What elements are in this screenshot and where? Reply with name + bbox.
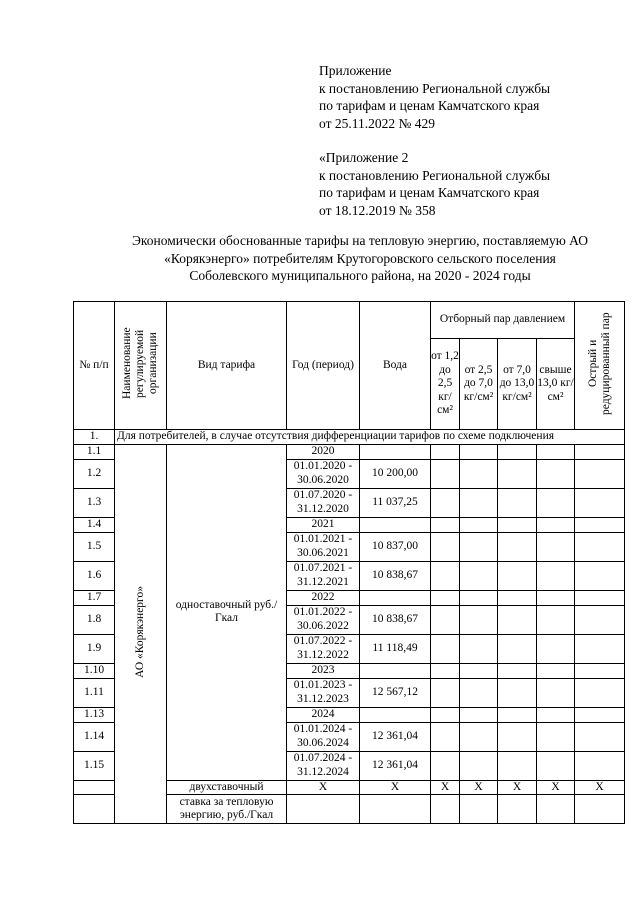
empty-cell xyxy=(431,663,460,678)
empty-cell xyxy=(537,605,575,634)
empty-cell xyxy=(431,459,460,488)
header-org-text: Наименование регулируемой организации xyxy=(121,327,159,400)
empty-cell xyxy=(575,751,625,780)
appendix-line: к постановлению Региональной службы xyxy=(319,80,551,96)
tariff-table xyxy=(73,301,625,824)
single-rate-label: одноставочный руб./Гкал xyxy=(167,444,287,780)
appendix-1-block xyxy=(319,62,550,132)
section-num: 1. xyxy=(74,430,115,445)
appendix-line: Приложение xyxy=(319,63,392,78)
empty-cell xyxy=(537,751,575,780)
empty-cell xyxy=(498,663,537,678)
empty-cell xyxy=(498,532,537,561)
empty-cell xyxy=(537,678,575,707)
x-cell: X xyxy=(287,780,360,795)
empty-cell xyxy=(431,751,460,780)
x-cell: X xyxy=(498,780,537,795)
empty-cell xyxy=(537,707,575,722)
header-sharp xyxy=(575,302,625,430)
row-period: 01.01.2020 - 30.06.2020 xyxy=(287,459,360,488)
row-num: 1.2 xyxy=(74,459,115,488)
empty-cell xyxy=(498,444,537,459)
empty-cell xyxy=(460,722,498,751)
empty-cell xyxy=(360,795,431,824)
empty-cell xyxy=(498,722,537,751)
row-num: 1.1 xyxy=(74,444,115,459)
row-num: 1.6 xyxy=(74,561,115,590)
empty-cell xyxy=(460,795,498,824)
empty-cell xyxy=(575,459,625,488)
document-title xyxy=(60,232,640,285)
org-name-cell xyxy=(115,444,167,824)
row-period: 01.01.2022 - 30.06.2022 xyxy=(287,605,360,634)
x-cell: X xyxy=(360,780,431,795)
empty-cell xyxy=(537,663,575,678)
row-water: 10 837,00 xyxy=(360,532,431,561)
empty-cell xyxy=(431,634,460,663)
empty-cell xyxy=(575,517,625,532)
empty-cell xyxy=(498,678,537,707)
header-org xyxy=(115,302,167,430)
x-cell: X xyxy=(537,780,575,795)
empty-cell xyxy=(537,517,575,532)
empty-cell xyxy=(431,590,460,605)
header-sharp-text: Острый и редуцированный пар xyxy=(586,311,612,415)
section-text: Для потребителей, в случае отсутствия дифференциации тарифов по схеме подключения xyxy=(115,430,625,445)
empty-cell xyxy=(431,444,460,459)
row-num: 1.7 xyxy=(74,590,115,605)
empty-cell xyxy=(575,663,625,678)
row-period: 2022 xyxy=(287,590,360,605)
empty-cell xyxy=(537,459,575,488)
row-period: 01.07.2020 - 31.12.2020 xyxy=(287,488,360,517)
appendix-line: от 18.12.2019 № 358 xyxy=(319,202,436,218)
row-num: 1.14 xyxy=(74,722,115,751)
empty-cell xyxy=(431,722,460,751)
row-num: 1.15 xyxy=(74,751,115,780)
empty-cell xyxy=(460,590,498,605)
header-water: Вода xyxy=(360,302,431,430)
empty-cell xyxy=(575,722,625,751)
empty-cell xyxy=(498,561,537,590)
row-num: 1.8 xyxy=(74,605,115,634)
empty-cell xyxy=(575,488,625,517)
x-cell: X xyxy=(460,780,498,795)
empty-cell xyxy=(575,795,625,824)
row-num xyxy=(74,780,115,795)
empty-cell xyxy=(537,722,575,751)
empty-cell xyxy=(537,795,575,824)
row-water: 12 361,04 xyxy=(360,722,431,751)
row-num: 1.4 xyxy=(74,517,115,532)
empty-cell xyxy=(460,663,498,678)
row-period: 01.07.2022 - 31.12.2022 xyxy=(287,634,360,663)
empty-cell xyxy=(537,561,575,590)
row-num: 1.13 xyxy=(74,707,115,722)
empty-cell xyxy=(537,444,575,459)
header-steam-2: от 2,5 до 7,0 кг/см² xyxy=(460,339,498,430)
two-rate-label: двухставочный xyxy=(167,780,287,795)
empty-cell xyxy=(431,488,460,517)
row-num: 1.9 xyxy=(74,634,115,663)
appendix-line: от 25.11.2022 № 429 xyxy=(319,115,435,131)
empty-cell xyxy=(575,532,625,561)
appendix-line: по тарифам и ценам Камчатского края xyxy=(319,185,540,201)
row-num xyxy=(74,795,115,824)
empty-cell xyxy=(460,678,498,707)
empty-cell xyxy=(498,517,537,532)
empty-cell xyxy=(287,795,360,824)
row-period: 01.01.2023 - 31.12.2023 xyxy=(287,678,360,707)
appendix-line: «Приложение 2 xyxy=(319,150,409,165)
row-water: 12 567,12 xyxy=(360,678,431,707)
row-water: 10 838,67 xyxy=(360,561,431,590)
empty-cell xyxy=(498,751,537,780)
empty-cell xyxy=(460,634,498,663)
row-period: 01.01.2021 - 30.06.2021 xyxy=(287,532,360,561)
empty-cell xyxy=(460,459,498,488)
empty-cell xyxy=(498,605,537,634)
empty-cell xyxy=(431,605,460,634)
appendix-2-block xyxy=(319,149,550,219)
header-num: № п/п xyxy=(74,302,115,430)
row-period: 2023 xyxy=(287,663,360,678)
header-tariff-type: Вид тарифа xyxy=(167,302,287,430)
empty-cell xyxy=(431,532,460,561)
title-line: Соболевского муниципального района, на 2020 - 2024 годы xyxy=(189,268,531,283)
empty-cell xyxy=(575,678,625,707)
empty-cell xyxy=(460,488,498,517)
empty-cell xyxy=(431,517,460,532)
empty-cell xyxy=(460,751,498,780)
row-num: 1.11 xyxy=(74,678,115,707)
empty-cell xyxy=(537,634,575,663)
title-line: Экономически обоснованные тарифы на тепловую энергию, поставляемую АО xyxy=(131,233,588,248)
appendix-line: к постановлению Региональной службы xyxy=(319,167,551,183)
header-steam-1: от 1,2 до 2,5 кг/см² xyxy=(431,339,460,430)
row-water xyxy=(360,707,431,722)
empty-cell xyxy=(575,590,625,605)
empty-cell xyxy=(537,532,575,561)
header-steam-4: свыше 13,0 кг/см² xyxy=(537,339,575,430)
empty-cell xyxy=(537,590,575,605)
empty-cell xyxy=(460,605,498,634)
header-steam: Отборный пар давлением xyxy=(431,302,575,339)
appendix-line: по тарифам и ценам Камчатского края xyxy=(319,98,540,114)
empty-cell xyxy=(460,532,498,561)
empty-cell xyxy=(575,634,625,663)
table-row xyxy=(74,444,625,459)
row-water: 10 838,67 xyxy=(360,605,431,634)
row-water xyxy=(360,444,431,459)
header-steam-3: от 7,0 до 13,0 кг/см² xyxy=(498,339,537,430)
empty-cell xyxy=(431,561,460,590)
empty-cell xyxy=(460,517,498,532)
row-period: 2024 xyxy=(287,707,360,722)
empty-cell xyxy=(431,678,460,707)
heat-rate-label: ставка за тепловую энергию, руб./Гкал xyxy=(167,795,287,824)
empty-cell xyxy=(575,561,625,590)
empty-cell xyxy=(431,707,460,722)
org-name: АО «Корякэнерго» xyxy=(134,585,146,678)
empty-cell xyxy=(575,605,625,634)
empty-cell xyxy=(575,444,625,459)
row-water: 10 200,00 xyxy=(360,459,431,488)
empty-cell xyxy=(460,561,498,590)
empty-cell xyxy=(460,444,498,459)
row-num: 1.3 xyxy=(74,488,115,517)
row-water: 11 037,25 xyxy=(360,488,431,517)
row-period: 2021 xyxy=(287,517,360,532)
empty-cell xyxy=(498,488,537,517)
empty-cell xyxy=(498,634,537,663)
row-water xyxy=(360,590,431,605)
x-cell: X xyxy=(575,780,625,795)
empty-cell xyxy=(575,707,625,722)
row-period: 01.07.2021 - 31.12.2021 xyxy=(287,561,360,590)
empty-cell xyxy=(460,707,498,722)
title-line: «Корякэнерго» потребителям Крутогоровского сельского поселения xyxy=(164,250,556,266)
row-num: 1.5 xyxy=(74,532,115,561)
row-water xyxy=(360,663,431,678)
x-cell: X xyxy=(431,780,460,795)
empty-cell xyxy=(498,459,537,488)
row-water xyxy=(360,517,431,532)
row-period: 01.07.2024 - 31.12.2024 xyxy=(287,751,360,780)
row-water: 12 361,04 xyxy=(360,751,431,780)
empty-cell xyxy=(431,795,460,824)
header-year: Год (период) xyxy=(287,302,360,430)
row-period: 01.01.2024 - 30.06.2024 xyxy=(287,722,360,751)
row-num: 1.10 xyxy=(74,663,115,678)
empty-cell xyxy=(498,795,537,824)
empty-cell xyxy=(498,590,537,605)
empty-cell xyxy=(537,488,575,517)
row-period: 2020 xyxy=(287,444,360,459)
empty-cell xyxy=(498,707,537,722)
row-water: 11 118,49 xyxy=(360,634,431,663)
